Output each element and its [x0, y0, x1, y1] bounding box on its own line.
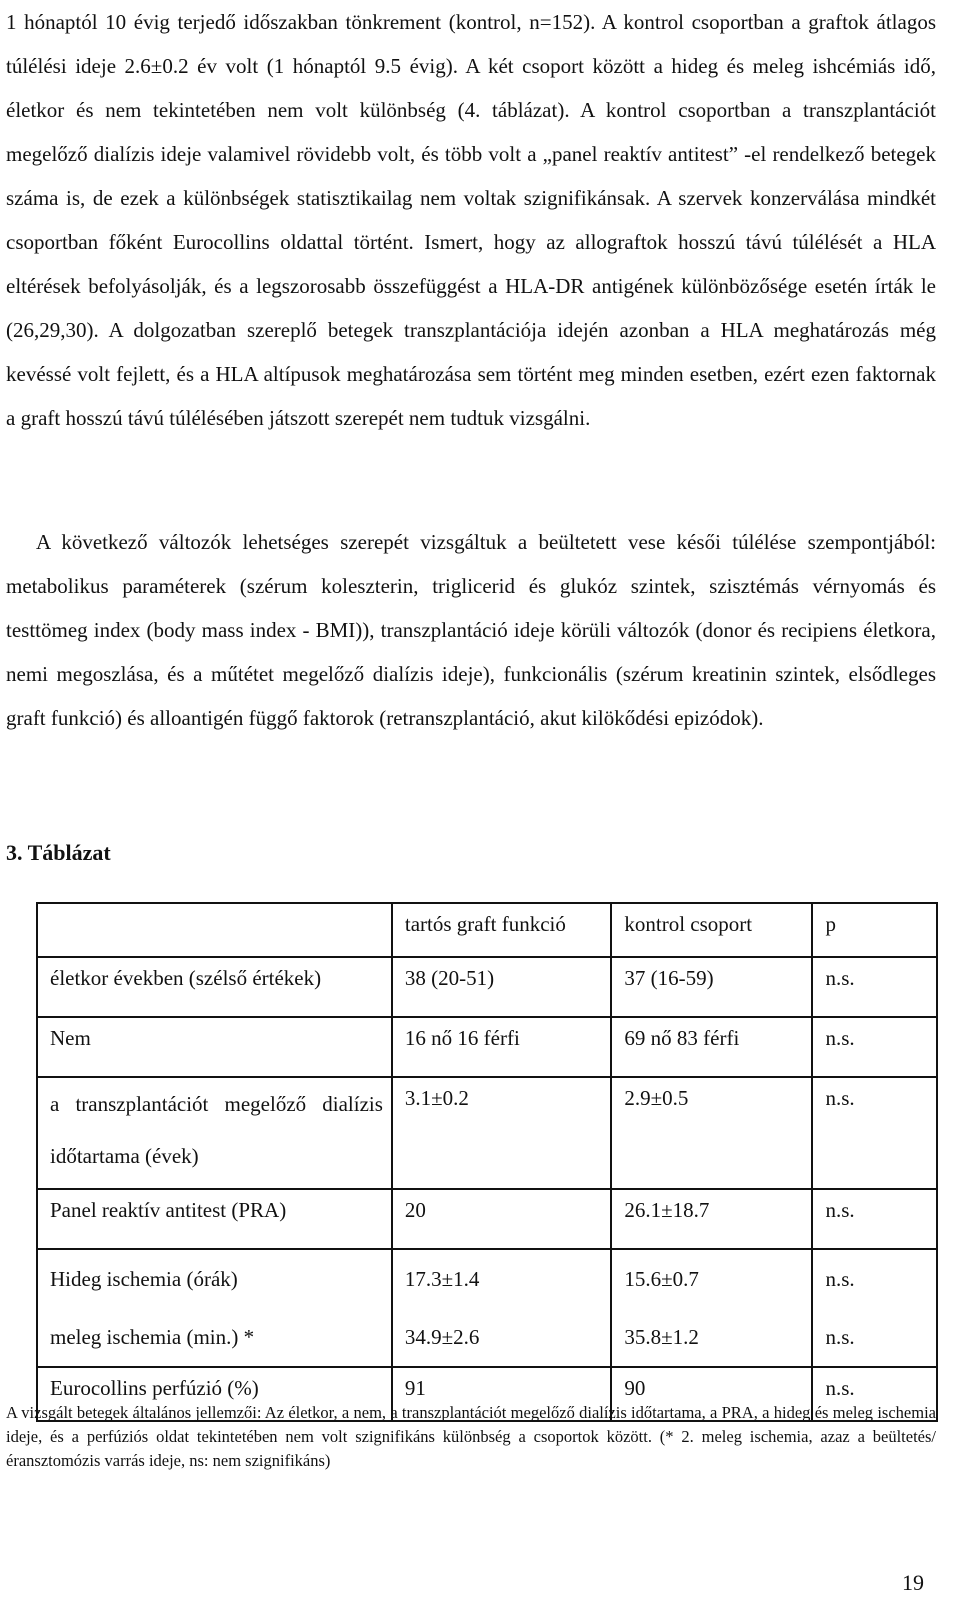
row-label: Eurocollins perfúzió (%) [37, 1367, 392, 1421]
row-label: Nem [37, 1017, 392, 1077]
row-label: Panel reaktív antitest (PRA) [37, 1189, 392, 1249]
header-cell-control: kontrol csoport [611, 903, 812, 957]
row-value: 69 nő 83 férfi [611, 1017, 812, 1077]
cold-ischemia-p: n.s. [825, 1267, 855, 1291]
warm-ischemia-control: 35.8±1.2 [624, 1325, 699, 1349]
page-number: 19 [902, 1570, 924, 1595]
row-label [37, 1249, 392, 1367]
table-caption: A vizsgált betegek általános jellemzői: Az életkor, a nem, a transzplantációt megelőző dialízis időtartama, a PRA, a hideg és meleg ischemia ideje, és a perfúziós oldat tekintetében nem volt szignifikáns különbség a csoportok között. (* 2. meleg ischemia, azaz a beültetés/éransztomózis varrás ideje, ns: nem szignifikáns) [6, 1403, 936, 1470]
row-value: 20 [392, 1189, 611, 1249]
row-value: 90 [611, 1367, 812, 1421]
row-p-value: n.s. [812, 1367, 937, 1421]
row-p-value: n.s. [812, 957, 937, 1017]
table-row [37, 957, 937, 1017]
warm-ischemia-p: n.s. [825, 1325, 855, 1349]
table-title: 3. Táblázat [6, 840, 111, 865]
row-value [611, 1249, 812, 1367]
row-value: 2.9±0.5 [611, 1077, 812, 1189]
table-row [37, 1077, 937, 1189]
row-label: a transzplantációt megelőző dialízis időtartama (évek) [37, 1077, 392, 1189]
characteristics-table [36, 902, 938, 1422]
row-p-value: n.s. [812, 1017, 937, 1077]
cold-ischemia-label: Hideg ischemia (órák) [50, 1267, 238, 1291]
warm-ischemia-value: 34.9±2.6 [404, 1325, 480, 1349]
row-p-value: n.s. [812, 1077, 937, 1189]
row-p-value: n.s. [812, 1189, 937, 1249]
table-row [37, 1017, 937, 1077]
table-row [37, 1189, 937, 1249]
warm-ischemia-label: meleg ischemia (min.) * [50, 1325, 255, 1349]
body-paragraph-2: A következő változók lehetséges szerepét vizsgáltuk a beültetett vese késői túlélése szempontjából: metabolikus paraméterek (szérum koleszterin, triglicerid és glukóz szintek, szisztémás vérnyomás és testtömeg index (body mass index - BMI)), transzplantáció ideje körüli változók (donor és recipiens életkora, nemi megoszlása, és a műtétet megelőző dialízis ideje), funkcionális (szérum kreatinin szintek, elsődleges graft funkció) és alloantigén függő faktorok (retranszplantáció, akut kilökődési epizódok). [6, 530, 936, 730]
header-cell-long-term: tartós graft funkció [392, 903, 611, 957]
body-paragraph-1: 1 hónaptól 10 évig terjedő időszakban tönkrement (kontrol, n=152). A kontrol csoportban a graftok átlagos túlélési ideje 2.6±0.2 év volt (1 hónaptól 9.5 évig). A két csoport között a hideg és meleg ishcémiás idő, életkor és nem tekintetében nem volt különbség (4. táblázat). A kontrol csoportban a transzplantációt megelőző dialízis ideje valamivel rövidebb volt, és több volt a „panel reaktív antitest” -el rendelkező betegek száma is, de ezek a különbségek statisztikailag nem voltak szignifikánsak. A szervek konzerválása mindkét csoportban főként Eurocollins oldattal történt. Ismert, hogy az allograftok hosszú távú túlélését a HLA eltérések befolyásolják, és a legszorosabb összefüggést a HLA-DR antigének különbözősége esetén írták le (26,29,30). A dolgozatban szereplő betegek transzplantációja idején azonban a HLA meghatározás még kevéssé volt fejlett, és a HLA altípusok meghatározása sem történt meg minden esetben, ezért ezen faktornak a graft hosszú távú túlélésében játszott szerepét nem tudtuk vizsgálni. [6, 10, 936, 430]
row-label: életkor években (szélső értékek) [37, 957, 392, 1017]
row-value: 37 (16-59) [611, 957, 812, 1017]
row-value [392, 1249, 611, 1367]
header-cell-empty [37, 903, 392, 957]
row-value: 16 nő 16 férfi [392, 1017, 611, 1077]
table-header-row [37, 903, 937, 957]
row-value: 91 [392, 1367, 611, 1421]
row-p-value [812, 1249, 937, 1367]
cold-ischemia-control: 15.6±0.7 [624, 1267, 699, 1291]
cold-ischemia-value: 17.3±1.4 [404, 1267, 480, 1291]
row-value: 3.1±0.2 [392, 1077, 611, 1189]
row-value: 26.1±18.7 [611, 1189, 812, 1249]
row-value: 38 (20-51) [392, 957, 611, 1017]
table-row-ischemia [37, 1249, 937, 1367]
header-cell-p: p [812, 903, 937, 957]
